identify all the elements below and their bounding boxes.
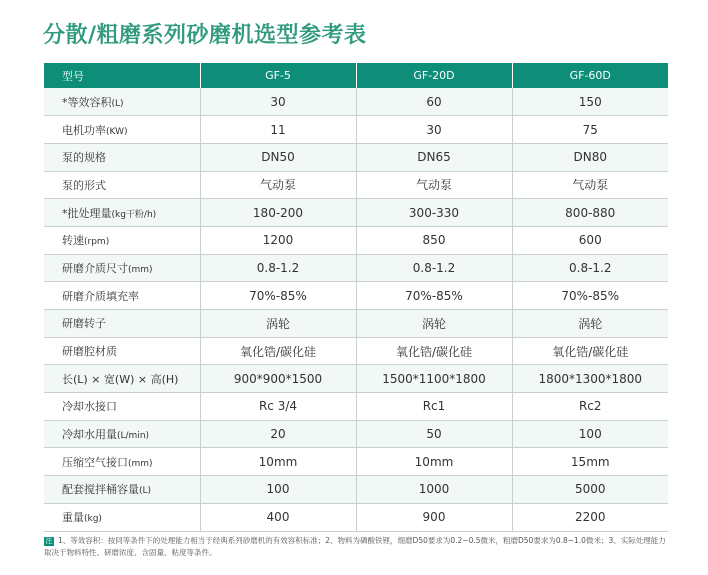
table-cell: 900*900*1500 (200, 365, 356, 393)
row-label (44, 282, 200, 310)
table-cell: 0.8-1.2 (200, 254, 356, 282)
table-cell: Rc2 (512, 393, 668, 421)
table-cell: 30 (356, 116, 512, 144)
table-cell: 1000 (356, 476, 512, 504)
table-cell: 5000 (512, 476, 668, 504)
row-label-name: 冷却水接口 (62, 400, 117, 414)
row-label-name: 研磨转子 (62, 317, 106, 331)
row-label (44, 503, 200, 531)
table-row (44, 393, 668, 421)
table-header-row (44, 63, 668, 88)
row-label (44, 171, 200, 199)
row-label-unit: (L) (139, 486, 152, 497)
table-cell: DN80 (512, 143, 668, 171)
table-row (44, 310, 668, 338)
table-row (44, 448, 668, 476)
table-cell: 15mm (512, 448, 668, 476)
header-gf-20d: GF-20D (356, 63, 512, 88)
row-label-name: 研磨腔材质 (62, 345, 117, 359)
row-label-unit: (rpm) (84, 237, 110, 248)
table-cell: 涡轮 (200, 310, 356, 338)
table-cell: DN65 (356, 143, 512, 171)
row-label (44, 254, 200, 282)
table-cell: 1800*1300*1800 (512, 365, 668, 393)
table-cell: 60 (356, 88, 512, 116)
table-cell: 涡轮 (356, 310, 512, 338)
row-label-name: *批处理量 (62, 206, 112, 220)
row-label-unit: (mm) (128, 264, 153, 275)
table-cell: 100 (200, 476, 356, 504)
row-label-name: 电机功率 (62, 123, 106, 137)
row-label-name: 研磨介质填充率 (62, 289, 139, 303)
spec-table (44, 63, 668, 532)
row-label-unit: (kg) (84, 514, 102, 525)
table-cell: 75 (512, 116, 668, 144)
table-cell: 气动泵 (200, 171, 356, 199)
table-cell: 10mm (200, 448, 356, 476)
row-label (44, 199, 200, 227)
table-cell: 900 (356, 503, 512, 531)
note-icon: 注 (45, 536, 53, 545)
row-label-name: 泵的规格 (62, 151, 106, 165)
row-label (44, 116, 200, 144)
row-label-name: 研磨介质尺寸 (62, 261, 128, 275)
footnote (44, 535, 672, 559)
header-gf-60d: GF-60D (569, 69, 611, 82)
row-label (44, 310, 200, 338)
table-cell: 800-880 (512, 199, 668, 227)
row-label-name: 重量 (62, 511, 84, 525)
table-cell: 1500*1100*1800 (356, 365, 512, 393)
table-cell: 10mm (356, 448, 512, 476)
row-label-name: 转速 (62, 234, 84, 248)
row-label-name: *等效容积 (62, 95, 112, 109)
row-label-unit: (kg干粉/h) (111, 209, 157, 220)
row-label (44, 365, 200, 393)
table-cell: Rc 3/4 (200, 393, 356, 421)
table-cell: 400 (200, 503, 356, 531)
row-label (44, 88, 200, 116)
table-cell: 气动泵 (356, 171, 512, 199)
table-cell: 氧化锆/碳化硅 (356, 337, 512, 365)
row-label-name: 冷却水用量 (62, 428, 117, 442)
row-label (44, 420, 200, 448)
table-row (44, 476, 668, 504)
table-row (44, 88, 668, 116)
table-row (44, 337, 668, 365)
table-row (44, 171, 668, 199)
row-label-unit: (KW) (106, 126, 128, 137)
table-row (44, 199, 668, 227)
table-cell: 1200 (200, 226, 356, 254)
table-cell: 70%-85% (200, 282, 356, 310)
footnote-text: 1、等效容积：按同等条件下的处理能力相当于经典系列砂磨机的有效容积标准；2、物料为磷酸铁锂，细磨D50要求为0.2~0.5微米，粗磨D50要求为0.8~1.0微米；3、实际处理能力取决于物料特性、研磨浓度、含固量、粘度等条件。 (44, 536, 666, 557)
table-row (44, 254, 668, 282)
table-cell: 0.8-1.2 (512, 254, 668, 282)
table-cell: Rc1 (356, 393, 512, 421)
row-label (44, 448, 200, 476)
row-label-unit: (L/min) (117, 431, 150, 442)
table-row (44, 226, 668, 254)
table-row (44, 116, 668, 144)
row-label (44, 226, 200, 254)
row-label-unit: (L) (111, 98, 124, 109)
table-cell: 0.8-1.2 (356, 254, 512, 282)
header-model: 型号 (44, 63, 200, 88)
table-cell: 30 (200, 88, 356, 116)
table-cell: 600 (512, 226, 668, 254)
table-cell: 100 (512, 420, 668, 448)
row-label-unit: (mm) (128, 458, 153, 469)
table-cell: 气动泵 (512, 171, 668, 199)
table-row (44, 503, 668, 531)
row-label (44, 337, 200, 365)
row-label (44, 393, 200, 421)
row-label-name: 泵的形式 (62, 178, 106, 192)
table-row (44, 282, 668, 310)
table-cell: 850 (356, 226, 512, 254)
row-label-name: 压缩空气接口 (62, 455, 128, 469)
table-cell: 11 (200, 116, 356, 144)
table-row (44, 143, 668, 171)
header-gf-5: GF-5 (200, 63, 356, 88)
table-body (44, 88, 668, 531)
table-cell: 70%-85% (512, 282, 668, 310)
table-cell: 2200 (512, 503, 668, 531)
row-label (44, 143, 200, 171)
table-row (44, 365, 668, 393)
row-label-name: 配套搅拌桶容量 (62, 483, 139, 497)
table-cell: 氧化锆/碳化硅 (512, 337, 668, 365)
row-label (44, 476, 200, 504)
page-title: 分散/粗磨系列砂磨机选型参考表 (43, 23, 367, 48)
table-cell: DN50 (200, 143, 356, 171)
table-cell: 300-330 (356, 199, 512, 227)
table-cell: 150 (512, 88, 668, 116)
table-cell: 180-200 (200, 199, 356, 227)
table-row (44, 420, 668, 448)
table-cell: 70%-85% (356, 282, 512, 310)
table-cell: 50 (356, 420, 512, 448)
row-label-name: 长(L) × 宽(W) × 高(H) (62, 372, 179, 386)
table-cell: 20 (200, 420, 356, 448)
table-cell: 氧化锆/碳化硅 (200, 337, 356, 365)
table-cell: 涡轮 (512, 310, 668, 338)
